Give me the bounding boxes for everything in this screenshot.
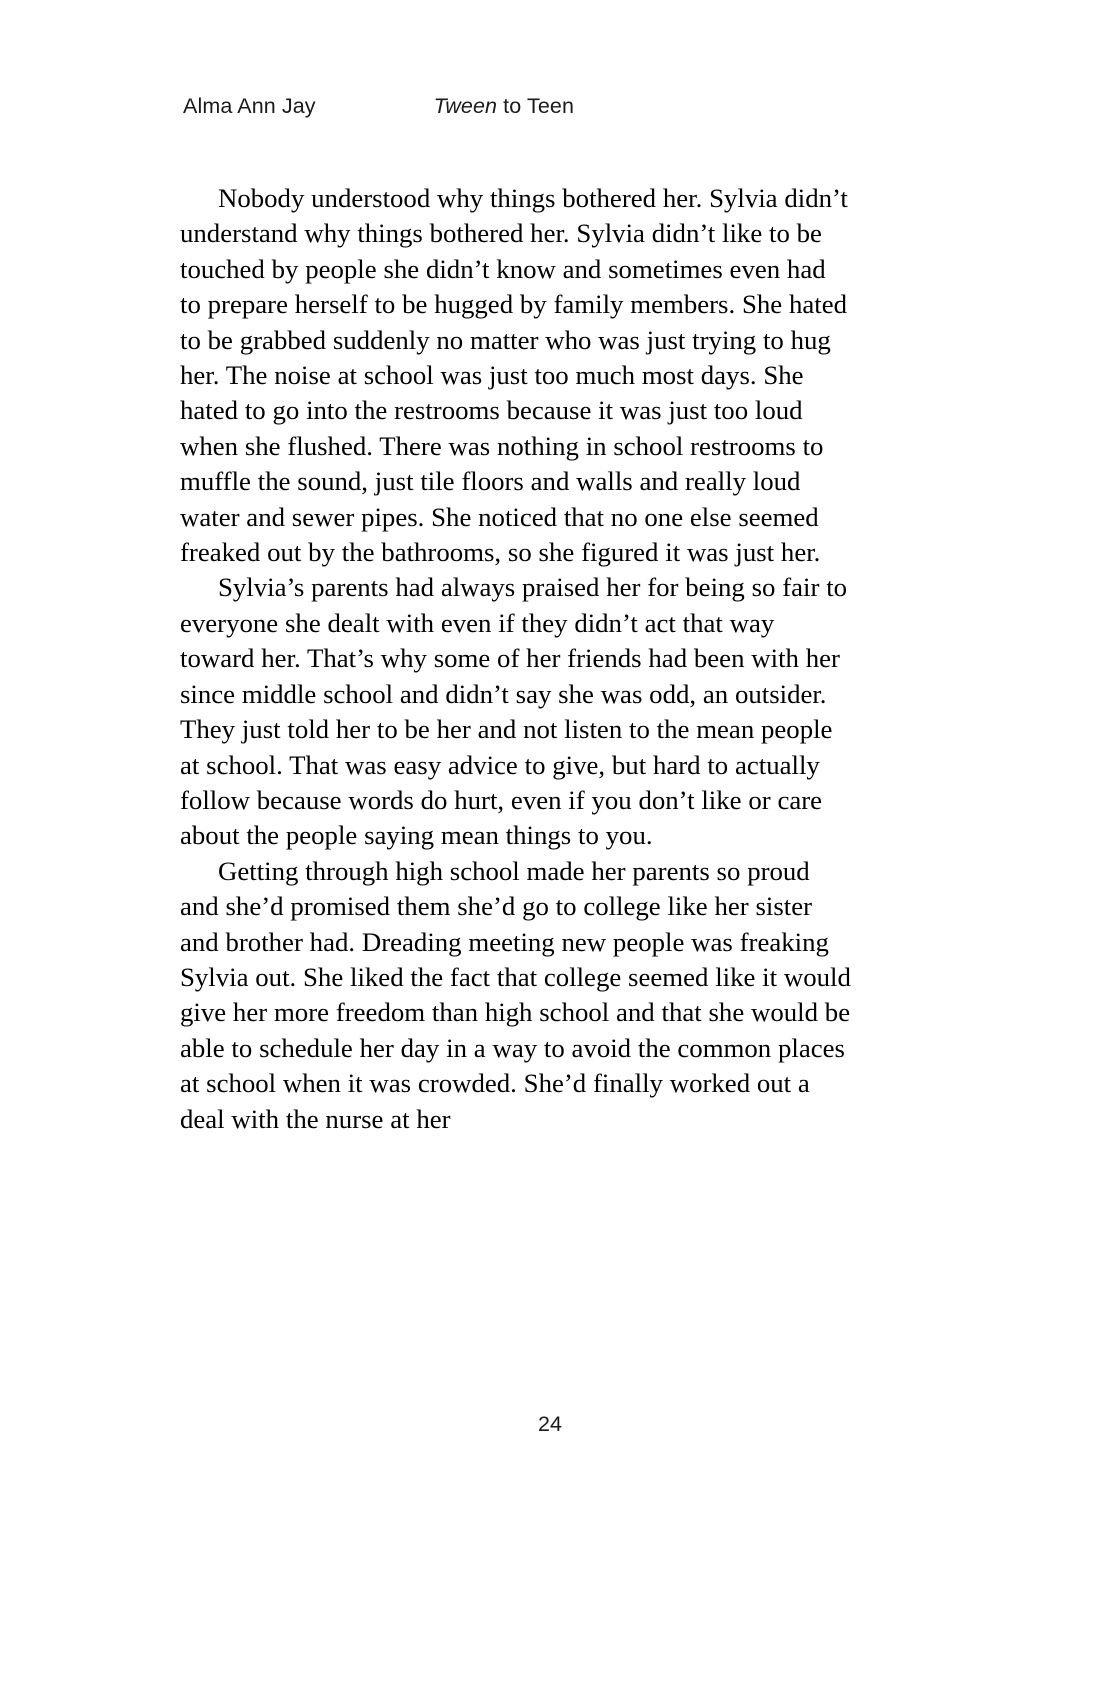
running-head-author: Alma Ann Jay: [183, 94, 316, 118]
running-head-title-rest: to Teen: [497, 94, 575, 118]
running-head: [183, 92, 883, 120]
paragraph-3: Getting through high school made her parents so proud and she’d promised them she’d go to college like her sister and brother had. Dreading meeting new people was freaking Sylvia out. She liked the fact that college seemed like it would give her more freedom than high school and that she would be able to schedule her day in a way to avoid the common places at school when it was crowded. She’d finally worked out a deal with the nurse at her: [180, 855, 851, 1134]
page-number: 24: [538, 1412, 562, 1436]
page-number-footer: [0, 1410, 1100, 1438]
running-head-title-italic: Tween: [433, 94, 498, 118]
paragraph-2: Sylvia’s parents had always praised her for being so fair to everyone she dealt with even if they didn’t act that way toward her. That’s why some of her friends had been with her since middle school and didn’t say she was odd, an outsider. They just told her to be her and not listen to the mean people at school. That was easy advice to give, but hard to actually follow because words do hurt, even if you don’t like or care about the people saying mean things to you.: [180, 572, 848, 851]
paragraph-1: Nobody understood why things bothered her. Sylvia didn’t understand why things bothered her. Sylvia didn’t like to be touched by people she didn’t know and sometimes even had to prepare herself to be hugged by family members. She hated to be grabbed suddenly no matter who was just trying to hug her. The noise at school was just too much most days. She hated to go into the restrooms because it was just too loud when she flushed. There was nothing in school restrooms to muffle the sound, just tile floors and walls and really loud water and sewer pipes. She noticed that no one else seemed freaked out by the bathrooms, so she figured it was just her.: [180, 183, 848, 568]
body-text-block: [180, 181, 852, 1137]
running-head-title: [434, 92, 574, 120]
